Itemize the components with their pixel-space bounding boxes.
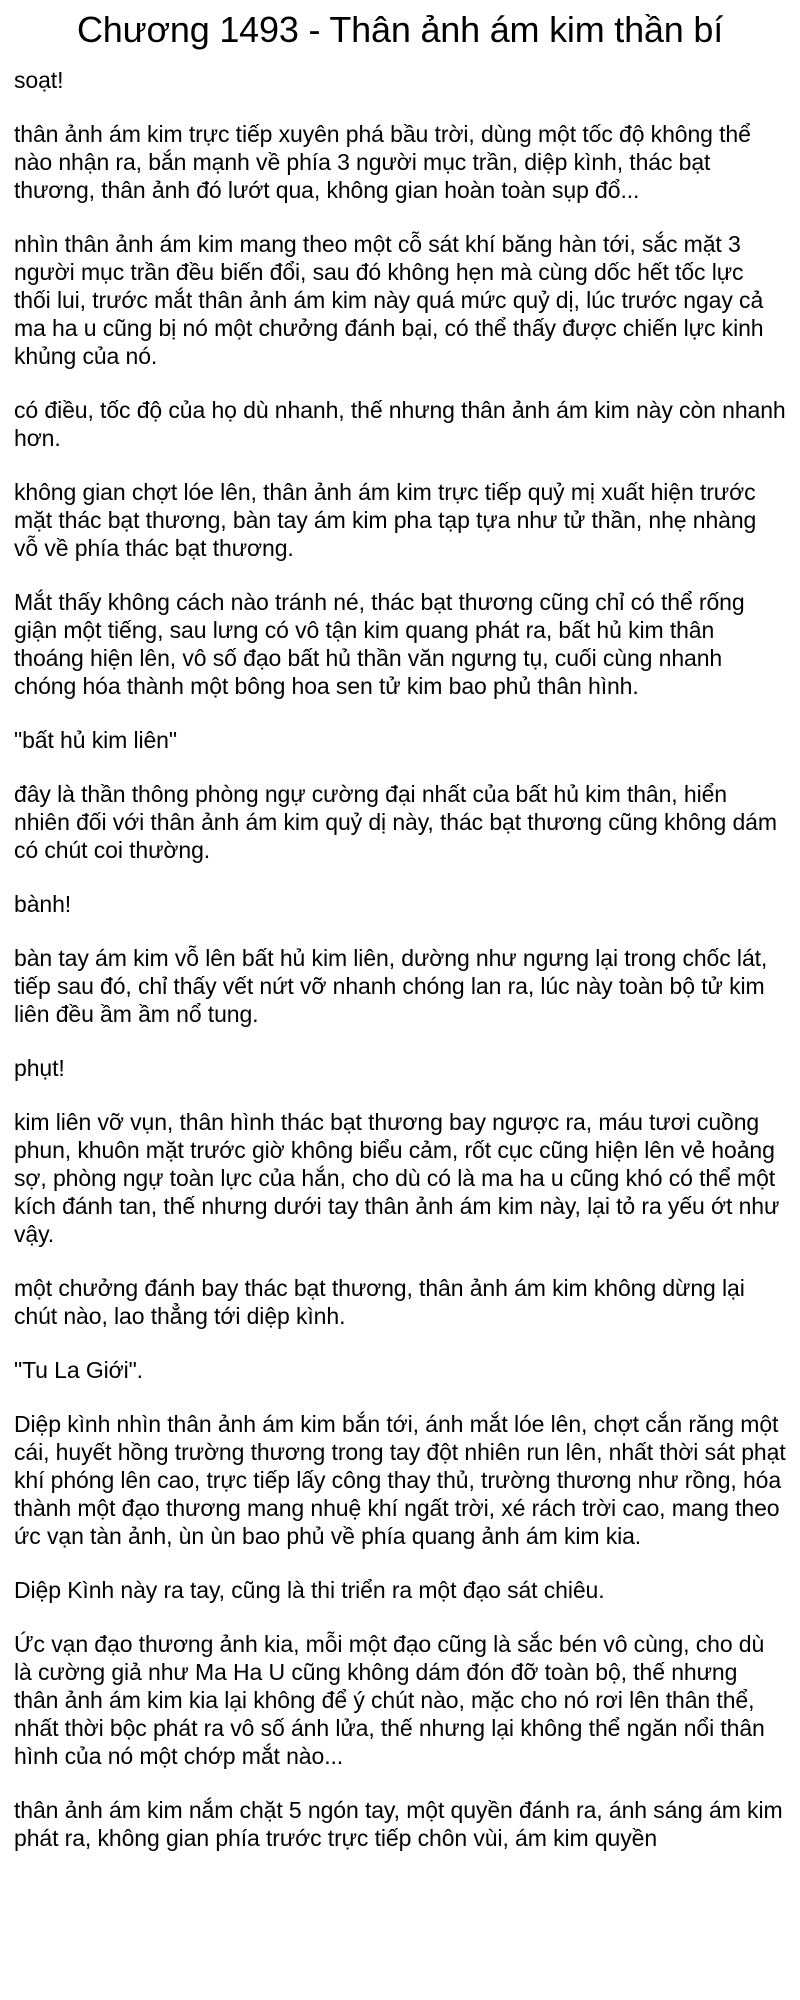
paragraph: phụt!: [14, 1055, 65, 1081]
paragraph: Mắt thấy không cách nào tránh né, thác bạt thương cũng chỉ có thể rống giận một tiếng, sau lưng có vô tận kim quang phát ra, bất hủ kim thân thoáng hiện lên, vô số đạo bất hủ thần văn ngưng tụ, cuối cùng nhanh chóng hóa thành một bông hoa sen tử kim bao phủ thân hình.: [14, 589, 745, 699]
paragraph: bành!: [14, 891, 72, 917]
chapter-title: Chương 1493 - Thân ảnh ám kim thần bí: [76, 9, 723, 50]
paragraph: không gian chợt lóe lên, thân ảnh ám kim trực tiếp quỷ mị xuất hiện trước mặt thác bạt thương, bàn tay ám kim pha tạp tựa như tử thần, nhẹ nhàng vỗ về phía thác bạt thương.: [14, 479, 757, 561]
paragraph: thân ảnh ám kim trực tiếp xuyên phá bầu trời, dùng một tốc độ không thể nào nhận ra, bắn mạnh về phía 3 người mục trần, diệp kình, thác bạt thương, thân ảnh đó lướt qua, không gian hoàn toàn sụp đổ...: [14, 121, 751, 203]
paragraph: đây là thần thông phòng ngự cường đại nhất của bất hủ kim thân, hiển nhiên đối với thân ảnh ám kim quỷ dị này, thác bạt thương cũng không dám có chút coi thường.: [14, 781, 777, 863]
paragraph: một chưởng đánh bay thác bạt thương, thân ảnh ám kim không dừng lại chút nào, lao thẳng tới diệp kình.: [14, 1275, 745, 1329]
chapter-content: [14, 66, 786, 1852]
paragraph: soạt!: [14, 67, 64, 93]
paragraph: nhìn thân ảnh ám kim mang theo một cỗ sát khí băng hàn tới, sắc mặt 3 người mục trần đều biến đổi, sau đó không hẹn mà cùng dốc hết tốc lực thối lui, trước mắt thân ảnh ám kim này quá mức quỷ dị, lúc trước ngay cả ma ha u cũng bị nó một chưởng đánh bại, có thể thấy được chiến lực kinh khủng của nó.: [14, 231, 764, 369]
paragraph: Diệp kình nhìn thân ảnh ám kim bắn tới, ánh mắt lóe lên, chợt cắn răng một cái, huyết hồng trường thương trong tay đột nhiên run lên, nhất thời sát phạt khí phóng lên cao, trực tiếp lấy công thay thủ, trường thương như rồng, hóa thành một đạo thương mang nhuệ khí ngất trời, xé rách trời cao, mang theo ức vạn tàn ảnh, ùn ùn bao phủ về phía quang ảnh ám kim kia.: [14, 1411, 786, 1549]
paragraph: thân ảnh ám kim nắm chặt 5 ngón tay, một quyền đánh ra, ánh sáng ám kim phát ra, không gian phía trước trực tiếp chôn vùi, ám kim quyền: [14, 1797, 783, 1851]
paragraph: "bất hủ kim liên": [14, 727, 177, 753]
paragraph: có điều, tốc độ của họ dù nhanh, thế nhưng thân ảnh ám kim này còn nhanh hơn.: [14, 397, 786, 451]
paragraph: Diệp Kình này ra tay, cũng là thi triển ra một đạo sát chiêu.: [14, 1577, 605, 1603]
paragraph: Ức vạn đạo thương ảnh kia, mỗi một đạo cũng là sắc bén vô cùng, cho dù là cường giả như Ma Ha U cũng không dám đón đỡ toàn bộ, thế nhưng thân ảnh ám kim kia lại không để ý chút nào, mặc cho nó rơi lên thân thể, nhất thời bộc phát ra vô số ánh lửa, thế nhưng lại không thể ngăn nổi thân hình của nó một chớp mắt nào...: [14, 1631, 765, 1769]
paragraph: "Tu La Giới".: [14, 1357, 143, 1383]
paragraph: kim liên vỡ vụn, thân hình thác bạt thương bay ngược ra, máu tươi cuồng phun, khuôn mặt trước giờ không biểu cảm, rốt cục cũng hiện lên vẻ hoảng sợ, phòng ngự toàn lực của hắn, cho dù có là ma ha u cũng khó có thể một kích đánh tan, thế nhưng dưới tay thân ảnh ám kim này, lại tỏ ra yếu ớt như vậy.: [14, 1109, 780, 1247]
paragraph: bàn tay ám kim vỗ lên bất hủ kim liên, dường như ngưng lại trong chốc lát, tiếp sau đó, chỉ thấy vết nứt vỡ nhanh chóng lan ra, lúc này toàn bộ tử kim liên đều ầm ầm nổ tung.: [14, 945, 768, 1027]
